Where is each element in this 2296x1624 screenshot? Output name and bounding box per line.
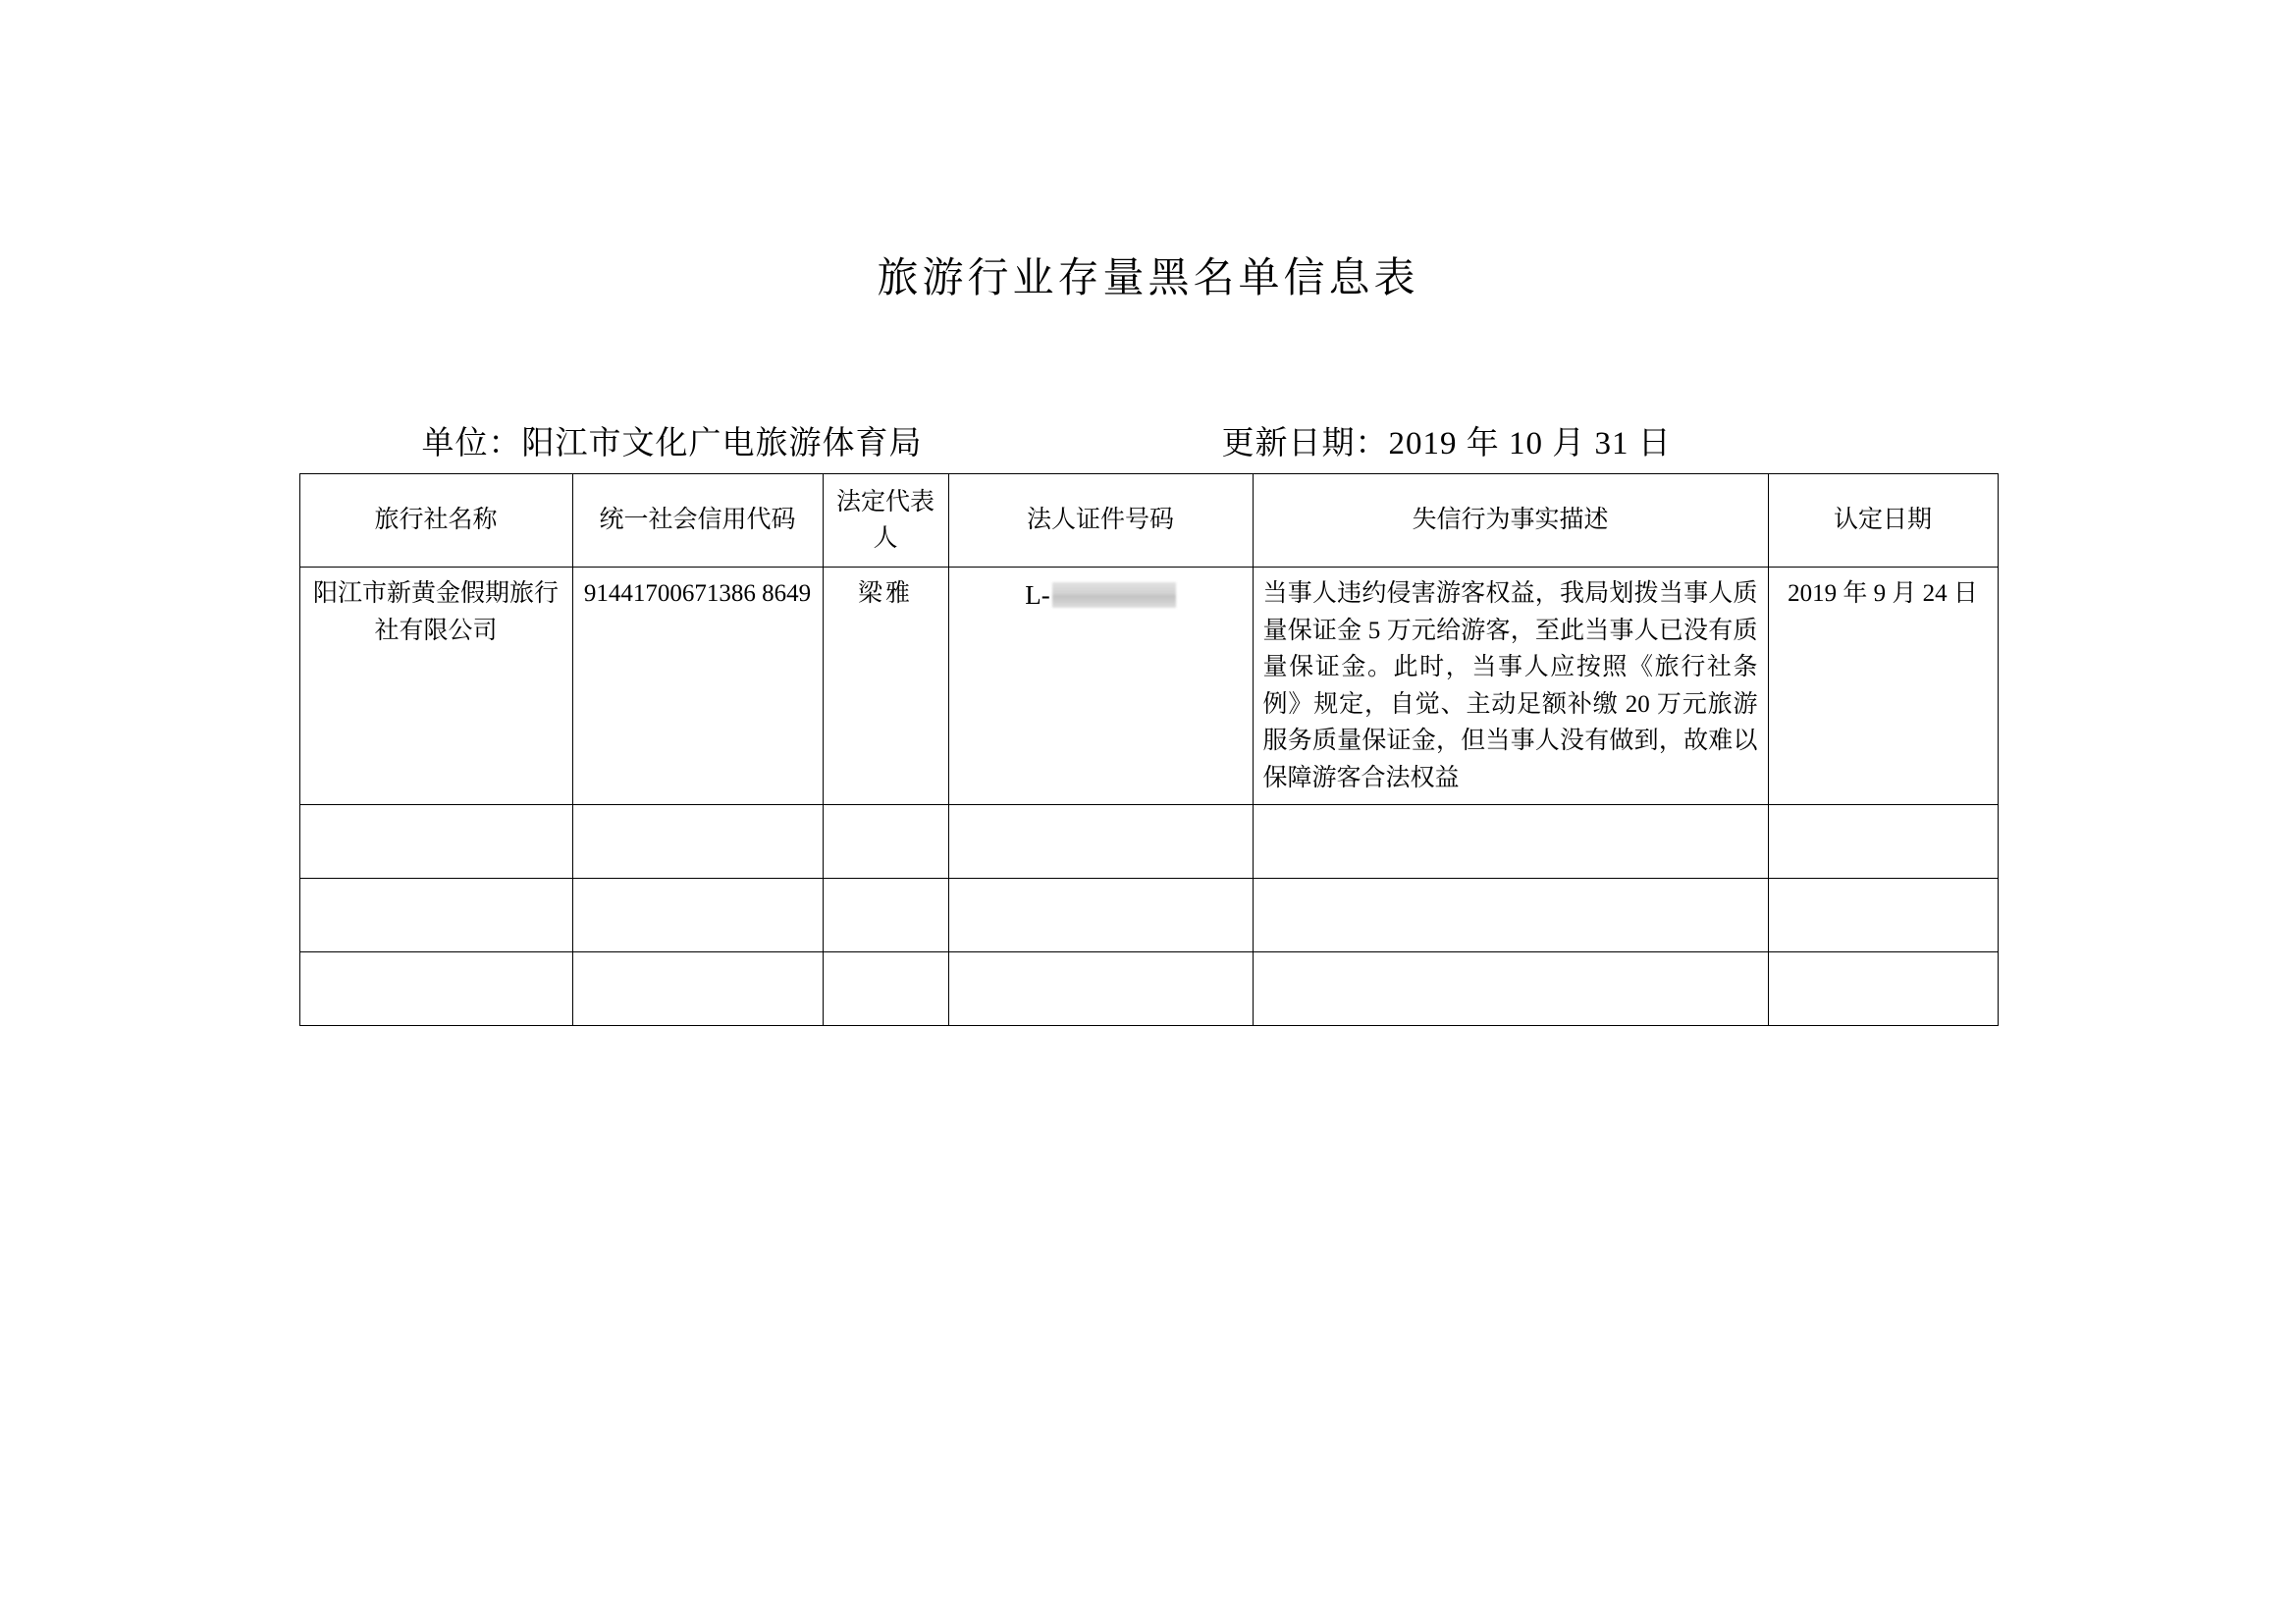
cell-id-number	[948, 879, 1253, 952]
cell-legal-person: 梁雅	[823, 568, 948, 805]
id-number-text	[1025, 575, 1175, 616]
id-number-prefix: L-	[1025, 580, 1050, 610]
cell-confirm-date	[1768, 879, 1998, 952]
cell-confirm-date	[1768, 805, 1998, 879]
document-meta	[299, 304, 1998, 463]
cell-credit-code: 91441700671386 8649	[572, 568, 823, 805]
column-header-id-number: 法人证件号码	[948, 474, 1253, 568]
table-body	[299, 568, 1998, 1026]
cell-agency-name	[299, 879, 572, 952]
table-header-row	[299, 474, 1998, 568]
column-header-agency-name: 旅行社名称	[299, 474, 572, 568]
cell-legal-person	[823, 879, 948, 952]
cell-agency-name	[299, 805, 572, 879]
cell-confirm-date	[1768, 952, 1998, 1026]
update-date-value: 2019 年 10 月 31 日	[1388, 426, 1672, 461]
cell-confirm-date: 2019 年 9 月 24 日	[1768, 568, 1998, 805]
table-row	[299, 568, 1998, 805]
unit-label: 单位：	[421, 426, 522, 461]
cell-agency-name	[299, 952, 572, 1026]
column-header-confirm-date: 认定日期	[1768, 474, 1998, 568]
blacklist-table-wrapper	[299, 473, 1998, 1026]
cell-description	[1253, 879, 1768, 952]
cell-description	[1253, 805, 1768, 879]
redaction-block-icon	[1052, 582, 1176, 608]
cell-id-number	[948, 952, 1253, 1026]
cell-description: 当事人违约侵害游客权益，我局划拨当事人质量保证金 5 万元给游客，至此当事人已没有质量保证金。此时，当事人应按照《旅行社条例》规定，自觉、主动足额补缴 20 万元旅游服务质量保证金，但当事人没有做到，故难以保障游客合法权益	[1253, 568, 1768, 805]
update-date-label: 更新日期：	[1221, 426, 1389, 461]
cell-legal-person	[823, 805, 948, 879]
update-date-field	[1222, 417, 1672, 463]
cell-credit-code	[572, 879, 823, 952]
table-header	[299, 474, 1998, 568]
cell-credit-code	[572, 805, 823, 879]
page-title: 旅游行业存量黑名单信息表	[877, 256, 1419, 301]
column-header-legal-person: 法定代表人	[823, 474, 948, 568]
column-header-description: 失信行为事实描述	[1253, 474, 1768, 568]
cell-id-number	[948, 805, 1253, 879]
table-row	[299, 805, 1998, 879]
cell-legal-person	[823, 952, 948, 1026]
blacklist-table	[299, 473, 1999, 1026]
unit-field	[299, 417, 923, 463]
cell-id-number	[948, 568, 1253, 805]
cell-description	[1253, 952, 1768, 1026]
table-row	[299, 952, 1998, 1026]
cell-agency-name: 阳江市新黄金假期旅行社有限公司	[299, 568, 572, 805]
unit-value: 阳江市文化广电旅游体育局	[521, 426, 923, 461]
table-row	[299, 879, 1998, 952]
cell-credit-code	[572, 952, 823, 1026]
column-header-credit-code: 统一社会信用代码	[572, 474, 823, 568]
